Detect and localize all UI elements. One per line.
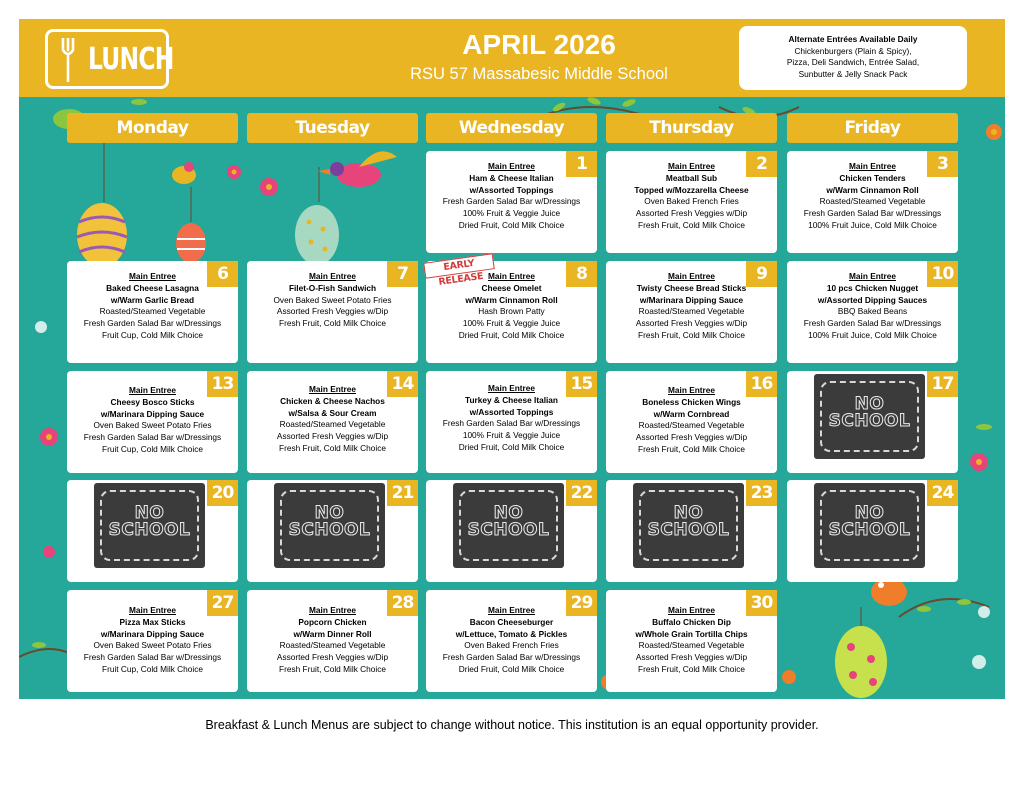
entree-detail: w/Whole Grain Tortilla Chips <box>635 628 748 639</box>
calendar-day-29 <box>426 590 597 692</box>
calendar-day-20 <box>67 480 238 582</box>
side-item: Fresh Garden Salad Bar w/Dressings <box>442 418 581 429</box>
entree-detail: w/Warm Cinnamon Roll <box>826 184 919 195</box>
calendar-day-23 <box>606 480 777 582</box>
entree-name: Pizza Max Sticks <box>119 616 186 627</box>
main-entree-label: Main Entree <box>667 271 716 281</box>
logo-text: LUNCH <box>88 42 174 77</box>
calendar-day-7 <box>247 261 418 363</box>
day-number: 14 <box>387 371 418 397</box>
calendar-day-2 <box>606 151 777 253</box>
main-entree-label: Main Entree <box>667 605 716 615</box>
entree-detail: w/Warm Garlic Bread <box>110 294 195 305</box>
lunch-logo <box>45 29 174 89</box>
day-number: 21 <box>387 480 418 506</box>
side-item: 100% Fruit & Veggie Juice <box>462 208 561 219</box>
side-item: Roasted/Steamed Vegetable <box>638 420 745 431</box>
day-number: 24 <box>927 480 958 506</box>
entree-name: Meatball Sub <box>665 172 718 183</box>
side-item: Fresh Fruit, Cold Milk Choice <box>638 219 745 230</box>
day-menu <box>426 383 597 454</box>
day-header-tuesday: Tuesday <box>247 113 418 143</box>
calendar-day-17 <box>787 371 958 473</box>
side-item: Fresh Fruit, Cold Milk Choice <box>279 442 386 453</box>
side-item: Fresh Fruit, Cold Milk Choice <box>638 443 745 454</box>
entree-detail: w/Assorted Toppings <box>469 406 554 417</box>
main-entree-label: Main Entree <box>308 384 357 394</box>
day-menu <box>67 385 238 456</box>
day-menu <box>247 605 418 676</box>
calendar-day-30 <box>606 590 777 692</box>
side-item: Assorted Fresh Veggies w/Dip <box>635 318 748 329</box>
calendar-day-28 <box>247 590 418 692</box>
entree-name: Cheesy Bosco Sticks <box>110 396 195 407</box>
main-entree-label: Main Entree <box>667 161 716 171</box>
day-number: 10 <box>927 261 958 287</box>
day-number: 23 <box>746 480 777 506</box>
side-item: Fresh Garden Salad Bar w/Dressings <box>803 318 942 329</box>
day-menu <box>247 384 418 455</box>
day-menu <box>426 605 597 676</box>
entree-name: Baked Cheese Lasagna <box>106 282 199 293</box>
day-menu <box>606 271 777 342</box>
side-item: Dried Fruit, Cold Milk Choice <box>458 663 565 674</box>
day-number: 15 <box>566 371 597 397</box>
day-number: 3 <box>927 151 958 177</box>
entree-detail: w/Assorted Toppings <box>469 184 554 195</box>
day-number: 17 <box>927 371 958 397</box>
side-item: Fruit Cup, Cold Milk Choice <box>102 443 203 454</box>
day-header-friday: Friday <box>787 113 958 143</box>
side-item: Fresh Garden Salad Bar w/Dressings <box>442 652 581 663</box>
calendar-day-9 <box>606 261 777 363</box>
day-menu <box>606 385 777 456</box>
side-item: Oven Baked Sweet Potato Fries <box>273 294 392 305</box>
entree-detail: w/Warm Cinnamon Roll <box>465 294 558 305</box>
day-menu <box>426 161 597 232</box>
entree-name: Filet-O-Fish Sandwich <box>288 282 377 293</box>
calendar-day-24 <box>787 480 958 582</box>
entree-detail: w/Warm Dinner Roll <box>293 628 372 639</box>
calendar-day-13 <box>67 371 238 473</box>
entree-name: Turkey & Cheese Italian <box>465 394 558 405</box>
day-number: 16 <box>746 371 777 397</box>
no-school-text: NO <box>134 503 165 523</box>
entree-name: 10 pcs Chicken Nugget <box>826 282 919 293</box>
day-menu <box>787 271 958 342</box>
day-header-thursday: Thursday <box>606 113 777 143</box>
no-school-sign <box>814 483 925 568</box>
day-number: 7 <box>387 261 418 287</box>
day-menu <box>67 271 238 342</box>
calendar-day-21 <box>247 480 418 582</box>
side-item: 100% Fruit & Veggie Juice <box>462 318 561 329</box>
entree-detail: Topped w/Mozzarella Cheese <box>634 184 749 195</box>
entree-detail: w/Assorted Dipping Sauces <box>817 294 928 305</box>
side-item: Fresh Fruit, Cold Milk Choice <box>279 318 386 329</box>
no-school-text: NO <box>854 503 885 523</box>
no-school-text: SCHOOL <box>828 411 911 431</box>
entree-detail: w/Warm Cornbread <box>653 408 730 419</box>
entree-name: Cheese Omelet <box>481 282 542 293</box>
entree-name: Twisty Cheese Bread Sticks <box>636 282 747 293</box>
day-number: 6 <box>207 261 238 287</box>
side-item: Fresh Fruit, Cold Milk Choice <box>638 663 745 674</box>
side-item: Fruit Cup, Cold Milk Choice <box>102 329 203 340</box>
main-entree-label: Main Entree <box>667 385 716 395</box>
calendar-day-22 <box>426 480 597 582</box>
side-item: Roasted/Steamed Vegetable <box>638 306 745 317</box>
side-item: Oven Baked Sweet Potato Fries <box>93 420 212 431</box>
alternate-entrees-box <box>739 26 967 90</box>
entree-name: Boneless Chicken Wings <box>642 396 741 407</box>
no-school-text: SCHOOL <box>108 520 191 540</box>
side-item: Assorted Fresh Veggies w/Dip <box>635 652 748 663</box>
alternate-entrees-title: Alternate Entrées Available Daily <box>788 34 918 44</box>
day-number: 9 <box>746 261 777 287</box>
entree-name: Buffalo Chicken Dip <box>652 616 731 627</box>
side-item: Fresh Garden Salad Bar w/Dressings <box>803 208 942 219</box>
side-item: Fresh Garden Salad Bar w/Dressings <box>83 652 222 663</box>
no-school-sign <box>274 483 385 568</box>
side-item: Roasted/Steamed Vegetable <box>99 306 206 317</box>
no-school-sign <box>94 483 205 568</box>
side-item: Fresh Garden Salad Bar w/Dressings <box>83 318 222 329</box>
side-item: Fresh Garden Salad Bar w/Dressings <box>442 196 581 207</box>
side-item: Oven Baked French Fries <box>644 196 739 207</box>
side-item: 100% Fruit & Veggie Juice <box>462 430 561 441</box>
day-number: 27 <box>207 590 238 616</box>
no-school-text: NO <box>854 394 885 414</box>
no-school-text: SCHOOL <box>647 520 730 540</box>
day-menu <box>67 605 238 676</box>
side-item: Roasted/Steamed Vegetable <box>819 196 926 207</box>
main-entree-label: Main Entree <box>487 383 536 393</box>
side-item: 100% Fruit Juice, Cold Milk Choice <box>808 329 937 340</box>
calendar-day-15 <box>426 371 597 473</box>
day-number: 1 <box>566 151 597 177</box>
no-school-text: NO <box>673 503 704 523</box>
fork-icon <box>60 38 82 82</box>
entree-name: Ham & Cheese Italian <box>469 172 554 183</box>
side-item: Fresh Fruit, Cold Milk Choice <box>638 329 745 340</box>
entree-name: Bacon Cheeseburger <box>469 616 554 627</box>
alternate-entrees-line: Pizza, Deli Sandwich, Entrée Salad, <box>786 57 920 67</box>
entree-detail: w/Salsa & Sour Cream <box>288 407 377 418</box>
no-school-text: NO <box>314 503 345 523</box>
main-entree-label: Main Entree <box>128 605 177 615</box>
side-item: BBQ Baked Beans <box>837 306 908 317</box>
day-header-wednesday: Wednesday <box>426 113 597 143</box>
early-release-stamp: EARLY RELEASE <box>423 253 495 279</box>
day-menu <box>787 161 958 232</box>
day-number: 8 <box>566 261 597 287</box>
main-entree-label: Main Entree <box>848 271 897 281</box>
day-number: 28 <box>387 590 418 616</box>
main-entree-label: Main Entree <box>128 385 177 395</box>
main-entree-label: Main Entree <box>128 271 177 281</box>
side-item: Hash Brown Patty <box>478 306 545 317</box>
no-school-text: SCHOOL <box>288 520 371 540</box>
calendar-day-6 <box>67 261 238 363</box>
entree-detail: w/Marinara Dipping Sauce <box>100 628 205 639</box>
side-item: Assorted Fresh Veggies w/Dip <box>635 208 748 219</box>
side-item: Fresh Garden Salad Bar w/Dressings <box>83 432 222 443</box>
side-item: 100% Fruit Juice, Cold Milk Choice <box>808 219 937 230</box>
main-entree-label: Main Entree <box>487 161 536 171</box>
calendar-day-3 <box>787 151 958 253</box>
day-header-monday: Monday <box>67 113 238 143</box>
day-number: 22 <box>566 480 597 506</box>
footer-disclaimer: Breakfast & Lunch Menus are subject to change without notice. This institution is an equal opportunity provider. <box>205 718 819 732</box>
calendar-day-16 <box>606 371 777 473</box>
page-title: APRIL 2026 <box>462 29 616 60</box>
calendar-day-14 <box>247 371 418 473</box>
school-name: RSU 57 Massabesic Middle School <box>410 65 668 83</box>
main-entree-label: Main Entree <box>308 271 357 281</box>
side-item: Dried Fruit, Cold Milk Choice <box>458 219 565 230</box>
no-school-text: NO <box>493 503 524 523</box>
calendar-day-27 <box>67 590 238 692</box>
calendar-day-10 <box>787 261 958 363</box>
day-number: 13 <box>207 371 238 397</box>
no-school-sign <box>814 374 925 459</box>
side-item: Roasted/Steamed Vegetable <box>279 640 386 651</box>
day-number: 29 <box>566 590 597 616</box>
day-menu <box>606 605 777 676</box>
main-entree-label: Main Entree <box>487 605 536 615</box>
side-item: Assorted Fresh Veggies w/Dip <box>276 306 389 317</box>
entree-name: Chicken Tenders <box>839 172 906 183</box>
no-school-text: SCHOOL <box>467 520 550 540</box>
entree-detail: w/Marinara Dipping Sauce <box>639 294 744 305</box>
main-entree-label: Main Entree <box>848 161 897 171</box>
side-item: Assorted Fresh Veggies w/Dip <box>635 432 748 443</box>
day-number: 20 <box>207 480 238 506</box>
no-school-sign <box>633 483 744 568</box>
side-item: Oven Baked French Fries <box>464 640 559 651</box>
day-menu <box>247 271 418 330</box>
side-item: Roasted/Steamed Vegetable <box>638 640 745 651</box>
side-item: Oven Baked Sweet Potato Fries <box>93 640 212 651</box>
side-item: Roasted/Steamed Vegetable <box>279 419 386 430</box>
main-entree-label: Main Entree <box>487 271 536 281</box>
no-school-text: SCHOOL <box>828 520 911 540</box>
alternate-entrees-line: Sunbutter & Jelly Snack Pack <box>798 68 908 79</box>
day-number: 30 <box>746 590 777 616</box>
side-item: Assorted Fresh Veggies w/Dip <box>276 431 389 442</box>
calendar-day-1 <box>426 151 597 253</box>
side-item: Dried Fruit, Cold Milk Choice <box>458 329 565 340</box>
no-school-sign <box>453 483 564 568</box>
entree-name: Popcorn Chicken <box>298 616 367 627</box>
side-item: Assorted Fresh Veggies w/Dip <box>276 652 389 663</box>
entree-name: Chicken & Cheese Nachos <box>280 395 385 406</box>
day-number: 2 <box>746 151 777 177</box>
alternate-entrees-line: Chickenburgers (Plain & Spicy), <box>794 45 912 56</box>
side-item: Fruit Cup, Cold Milk Choice <box>102 663 203 674</box>
entree-detail: w/Marinara Dipping Sauce <box>100 408 205 419</box>
header-banner <box>19 19 1005 97</box>
side-item: Fresh Fruit, Cold Milk Choice <box>279 663 386 674</box>
side-item: Dried Fruit, Cold Milk Choice <box>458 441 565 452</box>
entree-detail: w/Lettuce, Tomato & Pickles <box>455 628 568 639</box>
main-entree-label: Main Entree <box>308 605 357 615</box>
day-menu <box>606 161 777 232</box>
